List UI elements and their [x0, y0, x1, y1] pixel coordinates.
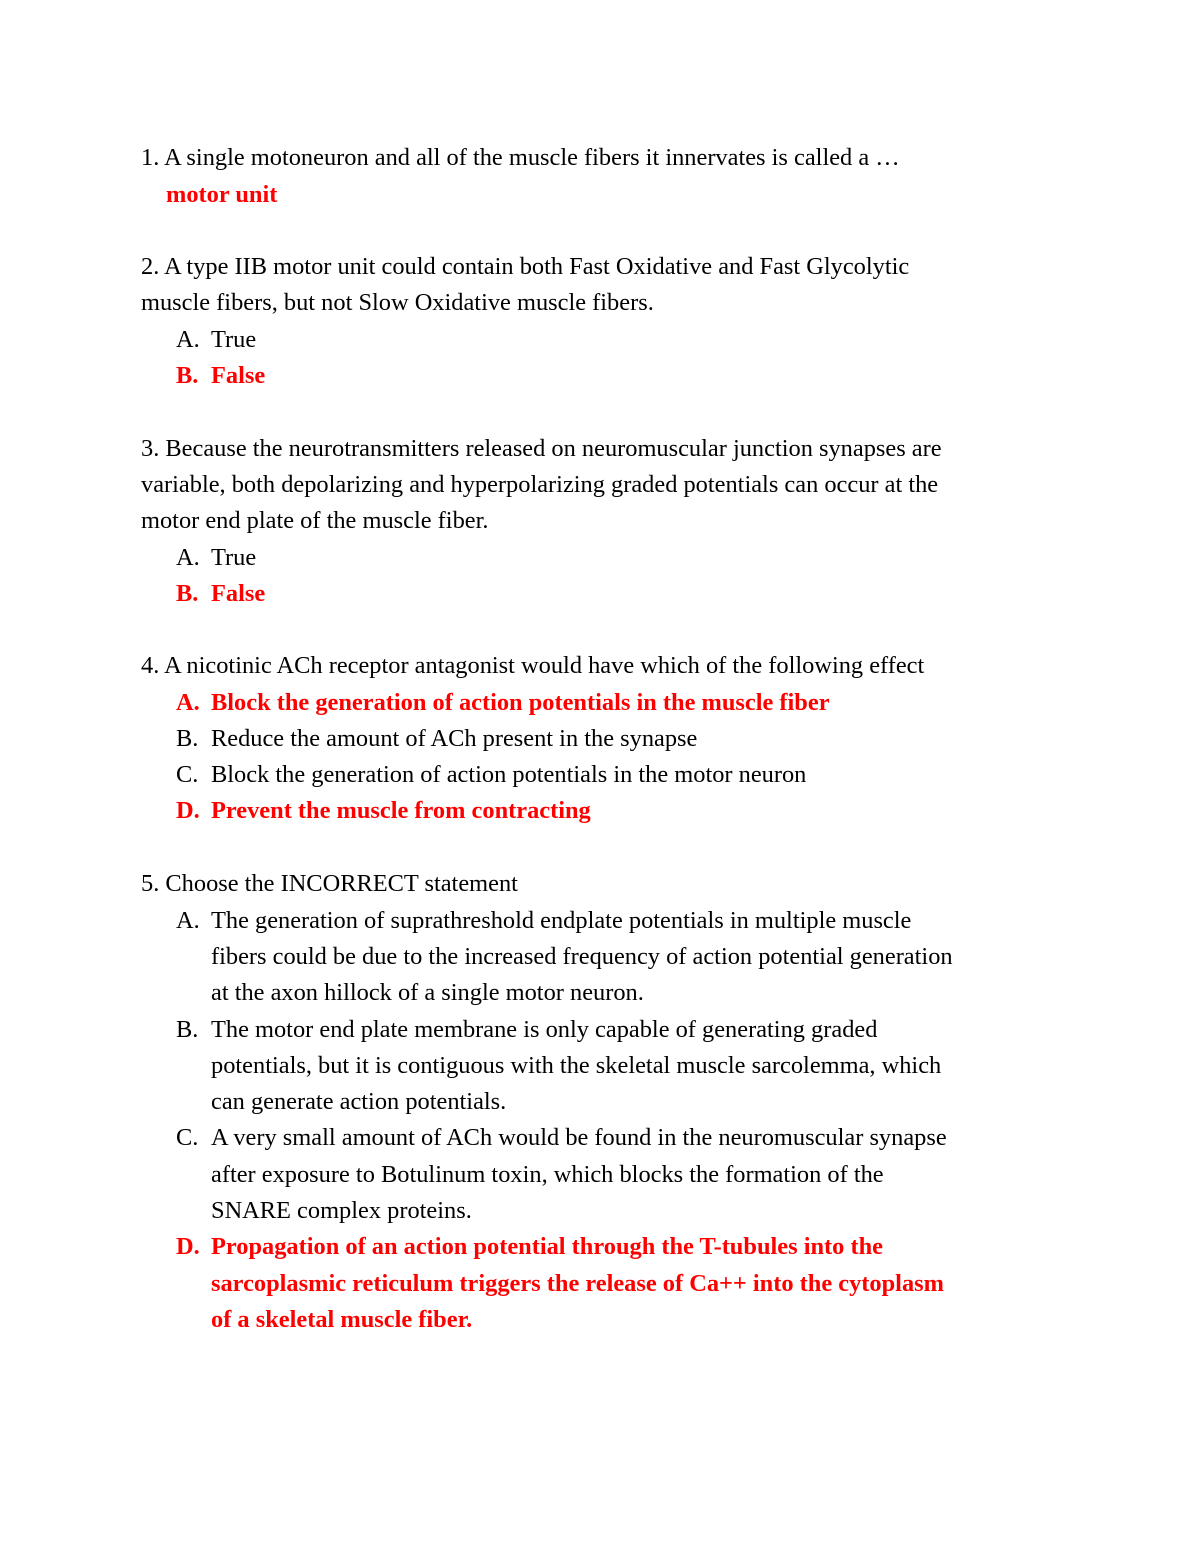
option-text: True [211, 326, 257, 353]
option-text: The motor end plate membrane is only capable of generating graded [211, 1016, 878, 1043]
question-3-text [141, 434, 942, 464]
option-text: False [211, 362, 266, 389]
question-5-option-b-line-2: potentials, but it is contiguous with the skeletal muscle sarcolemma, which [211, 1052, 942, 1079]
option-text: A very small amount of ACh would be found in the neuromuscular synapse [211, 1124, 947, 1151]
question-2-text [141, 252, 909, 282]
option-letter: B. [176, 362, 199, 389]
question-5-option-a [176, 906, 911, 936]
question-2-option-a [176, 325, 256, 355]
option-letter: D. [176, 797, 200, 824]
option-text: Block the generation of action potentials in the muscle fiber [211, 689, 830, 716]
option-letter: B. [176, 725, 199, 752]
option-letter: B. [176, 580, 199, 607]
question-line: Choose the INCORRECT statement [165, 870, 518, 897]
question-number: 2. [141, 253, 160, 280]
question-line: A type IIB motor unit could contain both Fast Oxidative and Fast Glycolytic [164, 253, 910, 280]
question-number: 5. [141, 870, 160, 897]
option-letter: A. [176, 907, 200, 934]
question-5-option-c-line-3: SNARE complex proteins. [211, 1197, 472, 1224]
option-letter: B. [176, 1016, 199, 1043]
question-1-answer: motor unit [166, 181, 278, 208]
question-5-option-b-line-3: can generate action potentials. [211, 1088, 507, 1115]
question-number: 4. [141, 652, 160, 679]
question-line: A single motoneuron and all of the muscle fibers it innervates is called a … [164, 144, 900, 171]
question-4-option-b [176, 724, 697, 754]
option-text: Prevent the muscle from contracting [211, 797, 591, 824]
option-text: False [211, 580, 266, 607]
option-letter: A. [176, 689, 200, 716]
option-text: The generation of suprathreshold endplate potentials in multiple muscle [211, 907, 912, 934]
question-5-option-c [176, 1123, 947, 1153]
question-2-text-line-2: muscle fibers, but not Slow Oxidative muscle fibers. [141, 289, 654, 316]
question-number: 1. [141, 144, 160, 171]
option-text: Block the generation of action potentials in the motor neuron [211, 761, 807, 788]
question-3-option-b-correct [176, 579, 265, 609]
question-5-option-d-line-3: of a skeletal muscle fiber. [211, 1306, 473, 1333]
question-5-option-c-line-2: after exposure to Botulinum toxin, which blocks the formation of the [211, 1161, 884, 1188]
question-2-option-b-correct [176, 361, 265, 391]
question-5-option-a-line-2: fibers could be due to the increased frequency of action potential generation [211, 943, 953, 970]
option-text: Reduce the amount of ACh present in the synapse [211, 725, 698, 752]
question-4-option-c [176, 760, 806, 790]
option-text: True [211, 544, 257, 571]
question-4-text [141, 651, 924, 681]
question-5-option-d-correct [176, 1232, 883, 1262]
question-number: 3. [141, 435, 160, 462]
question-line: A nicotinic ACh receptor antagonist would have which of the following effect [164, 652, 925, 679]
question-3-text-line-2: variable, both depolarizing and hyperpolarizing graded potentials can occur at the [141, 471, 939, 498]
option-letter: A. [176, 326, 200, 353]
question-5-text [141, 869, 518, 899]
question-4-option-d-correct [176, 796, 591, 826]
option-text: Propagation of an action potential through the T-tubules into the [211, 1233, 883, 1260]
question-1-text [141, 143, 900, 173]
question-line: Because the neurotransmitters released on neuromuscular junction synapses are [165, 435, 942, 462]
option-letter: D. [176, 1233, 200, 1260]
question-3-text-line-3: motor end plate of the muscle fiber. [141, 507, 489, 534]
question-3-option-a [176, 543, 256, 573]
option-letter: C. [176, 1124, 199, 1151]
question-5-option-b [176, 1015, 877, 1045]
question-5-option-a-line-3: at the axon hillock of a single motor neuron. [211, 979, 644, 1006]
question-5-option-d-line-2: sarcoplasmic reticulum triggers the release of Ca++ into the cytoplasm [211, 1270, 944, 1297]
option-letter: A. [176, 544, 200, 571]
question-4-option-a-correct [176, 688, 830, 718]
option-letter: C. [176, 761, 199, 788]
